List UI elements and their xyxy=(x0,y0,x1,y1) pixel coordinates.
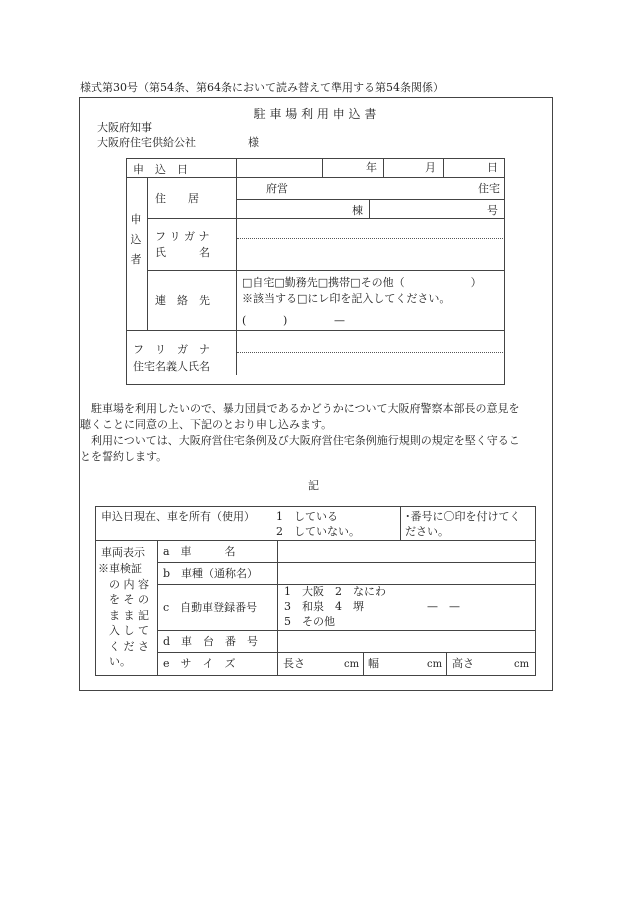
phone-dash: — xyxy=(334,314,345,327)
size-width-label: 幅 xyxy=(368,657,379,670)
date-day-label: 日 xyxy=(487,161,498,174)
applicant-name-input[interactable] xyxy=(238,241,502,268)
size-height-unit: cm xyxy=(514,659,530,670)
room-label: 号 xyxy=(487,204,498,217)
car-type-input[interactable] xyxy=(279,564,533,583)
phone-close-paren: ) xyxy=(283,314,288,327)
row-b-car-type-label: b 車種（通称名） xyxy=(163,567,259,580)
address-suffix: 住宅 xyxy=(478,182,500,195)
size-length-label: 長さ xyxy=(283,657,305,670)
form-reference: 様式第30号（第54条、第64条において読み替えて準用する第54条関係） xyxy=(80,81,444,94)
name-label: 氏 名 xyxy=(155,246,210,259)
addressee-corporation: 大阪府住宅供給公社 xyxy=(97,136,196,149)
date-month-label: 月 xyxy=(425,161,436,174)
plate-region-line1[interactable]: 1 大阪 2 なにわ xyxy=(284,585,386,598)
plate-number-dashes: — — xyxy=(427,600,460,613)
car-name-input[interactable] xyxy=(279,542,533,561)
consent-para2-line1: 利用については、大阪府営住宅条例及び大阪府営住宅条例施行規則の規定を堅く守るこ xyxy=(80,434,520,447)
page-title: 駐 車 場 利 用 申 込 書 xyxy=(253,107,377,121)
date-label: 申 込 日 xyxy=(133,163,188,176)
row-d-chassis-label: d 車 台 番 号 xyxy=(163,635,259,648)
ownership-option-yes[interactable]: 1 している xyxy=(276,510,338,523)
applicant-group-label: 申 込 者 xyxy=(130,213,142,266)
chassis-number-input[interactable] xyxy=(279,632,533,651)
row-a-car-name-label: a 車 名 xyxy=(163,545,236,558)
size-width-unit: cm xyxy=(427,659,443,670)
address-prefix: 府営 xyxy=(266,182,288,195)
consent-para2-line2: とを誓約します。 xyxy=(80,450,168,463)
ownership-label: 申込日現在、車を所有（使用） xyxy=(101,510,255,523)
phone-open-paren: ( xyxy=(242,314,247,327)
vehicle-side-title: 車両表示 xyxy=(101,546,145,559)
row-c-registration-label: c 自動車登録番号 xyxy=(163,601,258,614)
circle-note-line2: ださい。 xyxy=(405,525,449,538)
estate-name-input[interactable] xyxy=(290,180,475,197)
ki-heading: 記 xyxy=(308,479,319,492)
circle-note-line1: ･番号に〇印を付けてく xyxy=(405,510,521,523)
row-e-size-label: e サ イ ズ xyxy=(163,657,236,670)
addressee-honorific: 様 xyxy=(248,136,259,149)
holder-furigana-label: フ リ ガ ナ xyxy=(133,343,210,356)
contact-note: ※該当する□にレ印を記入してください。 xyxy=(242,292,451,305)
contact-label: 連 絡 先 xyxy=(155,294,210,307)
holder-name-label: 住宅名義人氏名 xyxy=(133,360,210,373)
consent-para1-line2: 聴くことに同意の上、下記のとおり申し込みます。 xyxy=(80,418,333,431)
ownership-option-no[interactable]: 2 していない。 xyxy=(276,525,360,538)
addressee-governor: 大阪府知事 xyxy=(97,121,152,134)
vehicle-side-note: ※車検証 の 内 容 を そ の ま ま 記 入 し て く だ さ い。 xyxy=(98,562,149,668)
building-label: 棟 xyxy=(352,204,363,217)
address-label: 住 居 xyxy=(155,192,199,205)
date-year-label: 年 xyxy=(366,161,377,174)
application-date-input[interactable] xyxy=(237,160,321,176)
holder-name-input[interactable] xyxy=(238,355,502,380)
plate-region-line2[interactable]: 3 和泉 4 堺 xyxy=(284,600,364,613)
size-length-unit: cm xyxy=(344,659,360,670)
size-height-label: 高さ xyxy=(452,657,474,670)
plate-region-line3[interactable]: 5 その他 xyxy=(284,615,335,628)
consent-para1-line1: 駐車場を利用したいので、暴力団員であるかどうかについて大阪府警察本部長の意見を xyxy=(80,402,520,415)
contact-options[interactable]: □自宅□勤務先□携帯□その他（ ） xyxy=(242,276,482,289)
furigana-label: フ リ ガ ナ xyxy=(155,230,210,243)
